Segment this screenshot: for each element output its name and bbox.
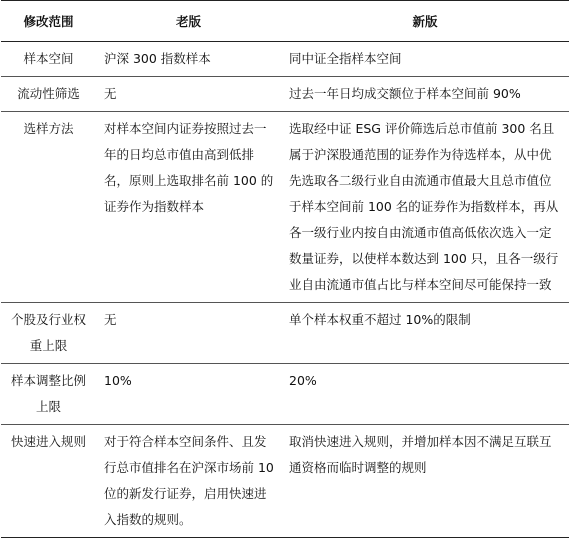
table-row-sample-space — [1, 42, 569, 77]
table-row-weight-cap — [1, 303, 569, 364]
table-row-liquidity-filter — [1, 77, 569, 112]
row-scope-label: 快速进入规则 — [1, 425, 96, 538]
row-old-value: 沪深 300 指数样本 — [96, 42, 281, 77]
index-methodology-comparison-table — [1, 0, 569, 538]
header-scope: 修改范围 — [1, 1, 96, 42]
header-old-version: 老版 — [96, 1, 281, 42]
row-old-value: 对于符合样本空间条件、且发行总市值排名在沪深市场前 10 位的新发行证券，启用快速进入指数的规则。 — [96, 425, 281, 538]
row-scope-label: 流动性筛选 — [1, 77, 96, 112]
row-new-value: 过去一年日均成交额位于样本空间前 90% — [281, 77, 569, 112]
row-old-value: 10% — [96, 364, 281, 425]
row-scope-label: 样本空间 — [1, 42, 96, 77]
row-scope-label: 样本调整比例上限 — [1, 364, 96, 425]
table-header-row — [1, 1, 569, 42]
header-new-version: 新版 — [281, 1, 569, 42]
row-new-value: 20% — [281, 364, 569, 425]
row-new-value: 单个样本权重不超过 10%的限制 — [281, 303, 569, 364]
row-old-value: 无 — [96, 77, 281, 112]
table-row-selection-method — [1, 112, 569, 303]
row-old-value: 对样本空间内证券按照过去一年的日均总市值由高到低排名，原则上选取排名前 100 的证券作为指数样本 — [96, 112, 281, 303]
row-old-value: 无 — [96, 303, 281, 364]
row-scope-label: 选样方法 — [1, 112, 96, 303]
row-new-value: 取消快速进入规则，并增加样本因不满足互联互通资格而临时调整的规则 — [281, 425, 569, 538]
row-new-value: 同中证全指样本空间 — [281, 42, 569, 77]
row-scope-label: 个股及行业权重上限 — [1, 303, 96, 364]
table-row-adjustment-cap — [1, 364, 569, 425]
row-new-value: 选取经中证 ESG 评价筛选后总市值前 300 名且属于沪深股通范围的证券作为待选样本，从中优先选取各二级行业自由流通市值最大且总市值位于样本空间前 100 名的证券作为指数样本，再从各一级行业内按自由流通市值高低依次选入一定数量证券，以使样本数达到 100 只，且各一级行业自由流通市值占比与样本空间尽可能保持一致 — [281, 112, 569, 303]
table-row-fast-entry — [1, 425, 569, 538]
